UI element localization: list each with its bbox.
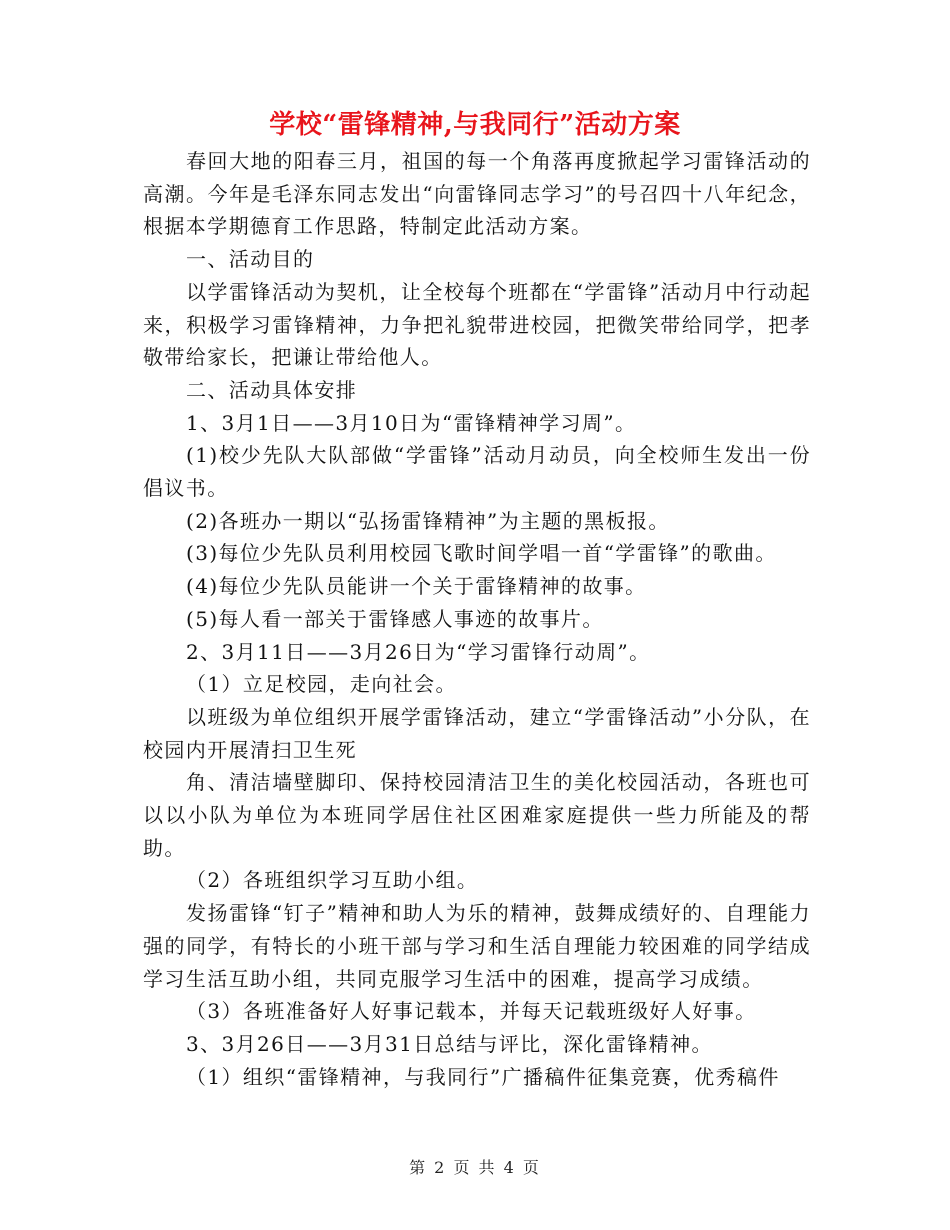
list-item: (3)每位少先队员利用校园飞歌时间学唱一首“学雷锋”的歌曲。 [186, 541, 777, 566]
paragraph: 角、清洁墙壁脚印、保持校园清洁卫生的美化校园活动，各班也可以以小队为单位为本班同学居住社区困难家庭提供一些力所能及的帮助。 [143, 770, 811, 860]
list-item: （2）各班组织学习互助小组。 [186, 868, 479, 893]
list-item: 1、3月1日——3月10日为“雷锋精神学习周”。 [186, 410, 637, 435]
section-heading: 二、活动具体安排 [186, 377, 358, 402]
list-item: (1)校少先队大队部做“学雷锋”活动月动员，向全校师生发出一份倡议书。 [143, 443, 811, 501]
list-item: （1）组织“雷锋精神，与我同行”广播稿件征集竞赛，优秀稿件 [186, 1064, 780, 1089]
list-item: (4)每位少先队员能讲一个关于雷锋精神的故事。 [186, 574, 647, 599]
list-item: (2)各班办一期以“弘扬雷锋精神”为主题的黑板报。 [186, 508, 670, 533]
list-item: (5)每人看一部关于雷锋感人事迹的故事片。 [186, 606, 604, 631]
paragraph: 以班级为单位组织开展学雷锋活动，建立“学雷锋活动”小分队，在校园内开展清扫卫生死 [143, 704, 811, 762]
document-title: 学校“雷锋精神,与我同行”活动方案 [269, 110, 681, 140]
list-item: 2、3月11日——3月26日为“学习雷锋行动周”。 [186, 639, 651, 664]
section-heading: 一、活动目的 [186, 247, 315, 272]
list-item: （1）立足校园，走向社会。 [186, 672, 457, 697]
list-item: 3、3月26日——3月31日总结与评比，深化雷锋精神。 [186, 1031, 713, 1056]
list-item: （3）各班准备好人好事记载本，并每天记载班级好人好事。 [186, 999, 757, 1024]
document-body [143, 145, 811, 1093]
paragraph: 以学雷锋活动为契机，让全校每个班都在“学雷锋”活动月中行动起来，积极学习雷锋精神，力争把礼貌带进校园，把微笑带给同学，把孝敬带给家长，把谦让带给他人。 [143, 279, 811, 370]
paragraph: 春回大地的阳春三月，祖国的每一个角落再度掀起学习雷锋活动的高潮。今年是毛泽东同志发出“向雷锋同志学习”的号召四十八年纪念，根据本学期德育工作思路，特制定此活动方案。 [143, 149, 811, 239]
paragraph: 发扬雷锋“钉子”精神和助人为乐的精神，鼓舞成绩好的、自理能力强的同学，有特长的小班干部与学习和生活自理能力较困难的同学结成学习生活互助小组，共同克服学习生活中的困难，提高学习成绩。 [143, 901, 811, 991]
page-number: 第 2 页 共 4 页 [409, 1158, 541, 1177]
